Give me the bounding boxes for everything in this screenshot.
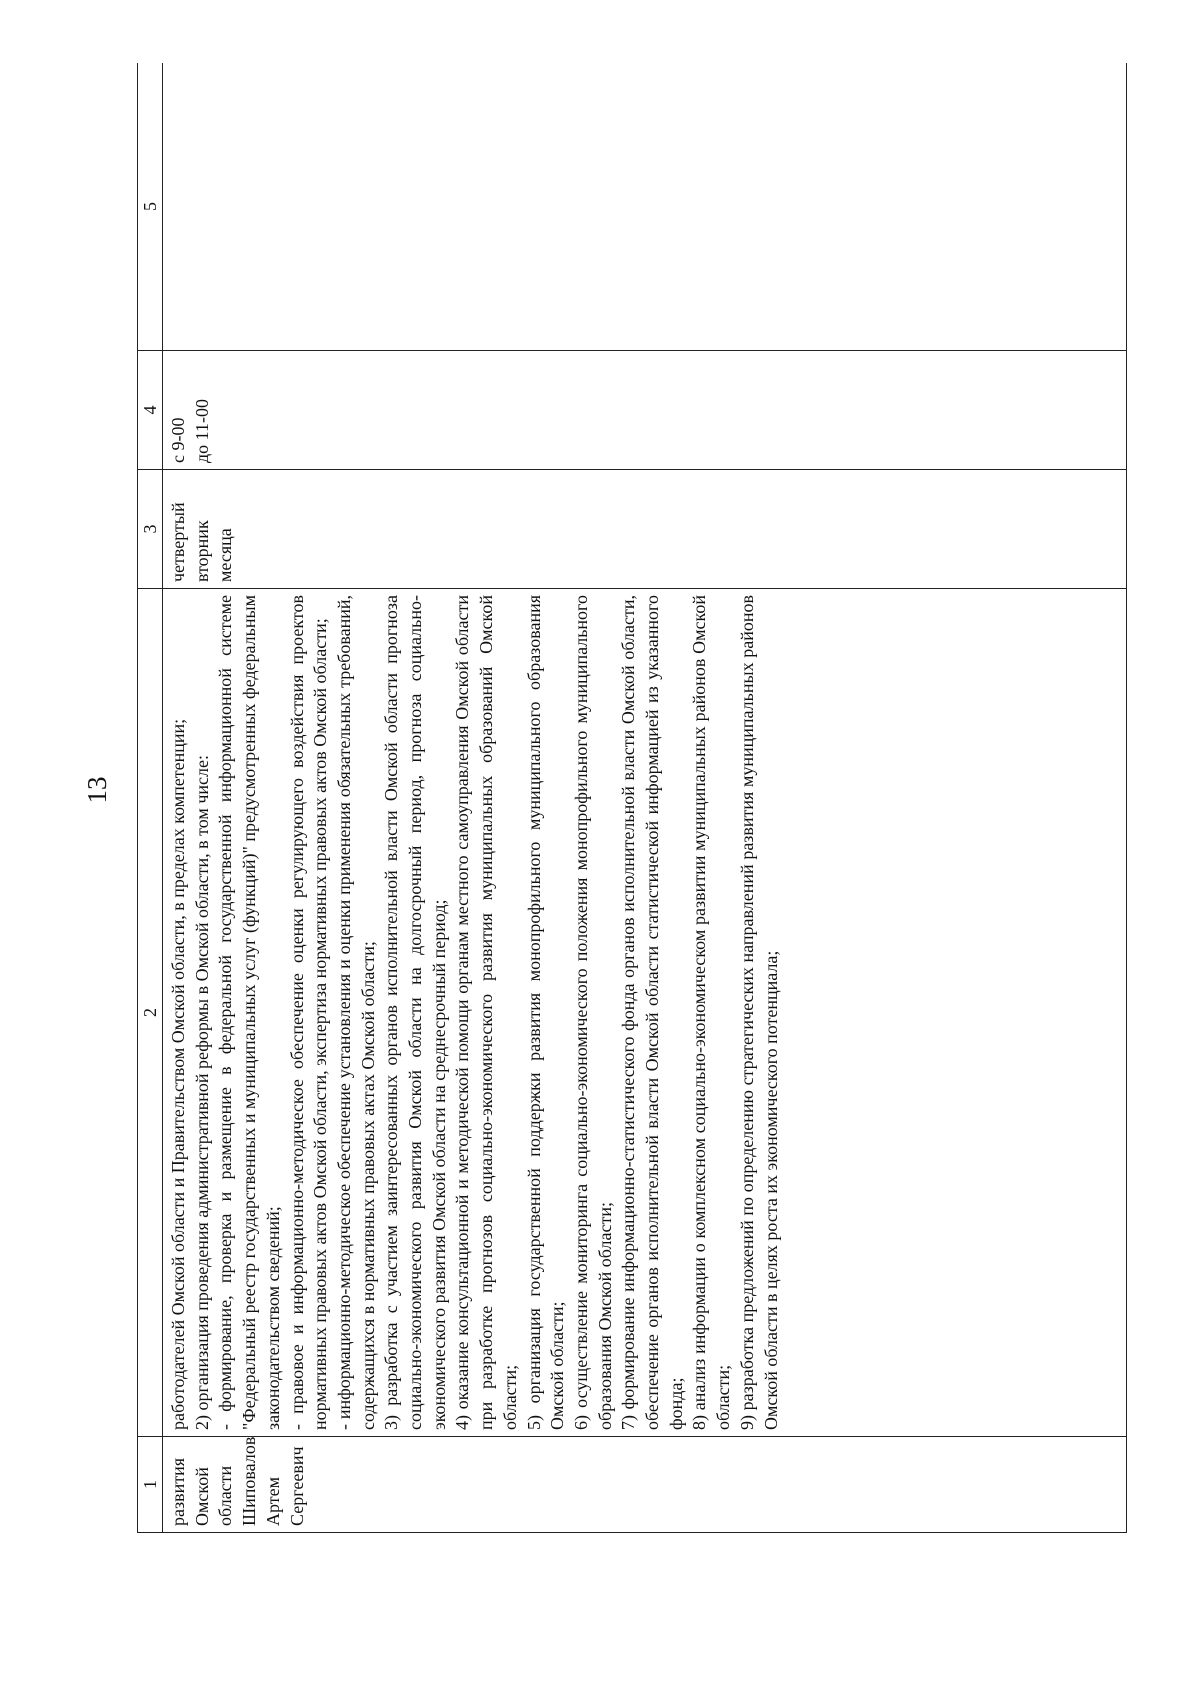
duty-paragraph: - информационно-методическое обеспечение установления и оценки применения обязательных требований, содержащихся в нормативных правовых актах Омской области; bbox=[333, 595, 378, 1430]
official-surname: Шиповалов bbox=[239, 1436, 260, 1526]
table-header-row bbox=[138, 63, 163, 1533]
duty-paragraph: 4) оказание консультационной и методической помощи органам местного самоуправления Омской области при разработке прогнозов социально-экономического развития муниципальных образований Омской области; bbox=[452, 595, 520, 1430]
document-table-rotated bbox=[137, 63, 1133, 1533]
page-number: 13 bbox=[82, 776, 112, 804]
day-line: вторник bbox=[191, 520, 212, 582]
duty-paragraph: 7) формирование информационно-статистического фонда органов исполнительной власти Омской области, обеспечение органов исполнительной власти Омской области статистической информацией из указанного фонда; bbox=[618, 595, 686, 1430]
schedule-table bbox=[137, 63, 1127, 1533]
time-line: до 11-00 bbox=[191, 399, 212, 463]
day-line: месяца bbox=[215, 528, 236, 582]
cell-time bbox=[163, 351, 1127, 470]
official-first-name: Артем bbox=[262, 1476, 283, 1526]
header-col-4: 4 bbox=[138, 351, 163, 470]
duty-paragraph: 3) разработка с участием заинтересованных органов исполнительной власти Омской области прогноза социально-экономического развития Омской области на долгосрочный период, прогноза социально-экономического развития Омской области на среднесрочный период; bbox=[381, 595, 449, 1430]
header-col-2: 2 bbox=[138, 589, 163, 1437]
cell-day bbox=[163, 470, 1127, 589]
header-col-5: 5 bbox=[138, 63, 163, 351]
duty-paragraph: 2) организация проведения административной реформы в Омской области, в том числе: bbox=[191, 755, 212, 1430]
official-patronymic: Сергеевич bbox=[286, 1446, 307, 1526]
cell-duties bbox=[163, 589, 1127, 1437]
document-table-frame bbox=[137, 63, 1133, 1533]
duty-paragraph: 6) осуществление мониторинга социально-экономического положения монопрофильного муниципального образования Омской области; bbox=[570, 595, 615, 1430]
day-line: четвертый bbox=[168, 502, 188, 582]
duty-paragraph: - формирование, проверка и размещение в федеральной государственной информационной системе "Федеральный реестр государственных и муниципальных услуг (функций)" предусмотренных федеральным законодательством сведений; bbox=[215, 595, 283, 1430]
cell-official bbox=[163, 1437, 1127, 1533]
duty-paragraph: 8) анализ информации о комплексном социально-экономическом развитии муниципальных районов Омской области; bbox=[689, 595, 734, 1430]
duty-paragraph: работодателей Омской области и Правительством Омской области, в пределах компетенции; bbox=[168, 718, 188, 1430]
time-line: с 9-00 bbox=[168, 417, 188, 463]
duty-paragraph: 5) организация государственной поддержки развития монопрофильного муниципального образования Омской области; bbox=[523, 595, 568, 1430]
table-row bbox=[163, 63, 1127, 1533]
header-col-1: 1 bbox=[138, 1437, 163, 1533]
official-dept-line: области bbox=[215, 1465, 236, 1526]
official-dept-line: развития Омской bbox=[168, 1457, 212, 1526]
header-col-3: 3 bbox=[138, 470, 163, 589]
duty-paragraph: - правовое и информационно-методическое обеспечение оценки регулирующего воздействия проектов нормативных правовых актов Омской области, экспертиза нормативных правовых актов Омской области; bbox=[286, 595, 331, 1430]
cell-notes bbox=[163, 63, 1127, 351]
duty-paragraph: 9) разработка предложений по определению стратегических направлений развития муниципальных районов Омской области в целях роста их экономического потенциала; bbox=[736, 595, 781, 1430]
